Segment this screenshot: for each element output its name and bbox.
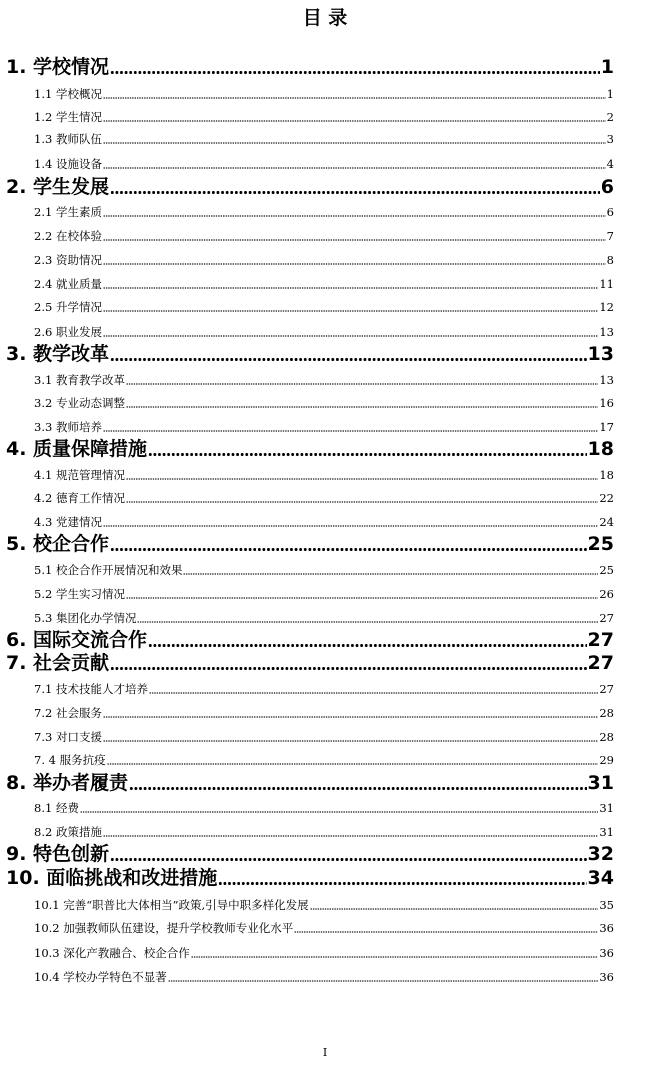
toc-entry-label: 10.1 完善“职普比大体相当”政策,引导中职多样化发展 <box>34 898 309 912</box>
toc-section-entry[interactable] <box>34 276 614 292</box>
toc-section-entry[interactable] <box>34 824 614 840</box>
toc-entry-label: 5. 校企合作 <box>6 533 110 555</box>
toc-entry-label: 2. 学生发展 <box>6 176 110 198</box>
toc-section-entry[interactable] <box>34 86 614 102</box>
toc-entry-page: 8 <box>606 253 614 267</box>
toc-dot-leader <box>126 501 598 503</box>
toc-section-entry[interactable] <box>34 228 614 244</box>
toc-entry-label: 1.1 学校概况 <box>34 87 102 101</box>
toc-entry-label: 1. 学校情况 <box>6 56 110 78</box>
toc-entry-label: 2.6 职业发展 <box>34 325 102 339</box>
toc-section-entry[interactable] <box>34 156 614 172</box>
page-number: I <box>322 1046 328 1059</box>
toc-section-entry[interactable] <box>34 897 614 913</box>
toc-dot-leader <box>148 643 586 648</box>
toc-entry-label: 7. 4 服务抗疫 <box>34 753 106 767</box>
toc-dot-leader <box>103 167 606 169</box>
toc-section-entry[interactable] <box>34 299 614 315</box>
toc-entry-label: 3.2 专业动态调整 <box>34 396 125 410</box>
toc-chapter-entry[interactable] <box>6 629 614 651</box>
toc-section-entry[interactable] <box>34 681 614 697</box>
toc-dot-leader <box>103 97 606 99</box>
toc-section-entry[interactable] <box>34 586 614 602</box>
toc-entry-page: 13 <box>599 325 614 339</box>
toc-entry-page: 18 <box>587 438 614 460</box>
toc-entry-label: 8. 举办者履责 <box>6 772 129 794</box>
toc-entry-page: 11 <box>599 277 614 291</box>
toc-dot-leader <box>110 547 586 552</box>
toc-entry-label: 10.3 深化产教融合、校企合作 <box>34 946 190 960</box>
toc-dot-leader <box>110 857 586 862</box>
toc-entry-page: 4 <box>606 157 614 171</box>
toc-dot-leader <box>103 335 598 337</box>
toc-entry-page: 36 <box>599 946 614 960</box>
toc-entry-page: 34 <box>587 867 614 889</box>
toc-entry-page: 3 <box>606 132 614 146</box>
toc-dot-leader <box>110 666 586 671</box>
toc-chapter-entry[interactable] <box>6 652 614 674</box>
toc-section-entry[interactable] <box>34 252 614 268</box>
toc-entry-label: 1.2 学生情况 <box>34 110 102 124</box>
toc-chapter-entry[interactable] <box>6 56 614 78</box>
toc-dot-leader <box>218 881 586 886</box>
toc-entry-label: 3.3 教师培养 <box>34 420 102 434</box>
toc-section-entry[interactable] <box>34 969 614 985</box>
toc-entry-label: 7.3 对口支援 <box>34 730 102 744</box>
toc-section-entry[interactable] <box>34 752 614 768</box>
toc-dot-leader <box>103 142 606 144</box>
toc-entry-label: 5.1 校企合作开展情况和效果 <box>34 563 183 577</box>
toc-entry-page: 12 <box>599 300 614 314</box>
toc-entry-label: 3.1 教育教学改革 <box>34 373 125 387</box>
toc-dot-leader <box>103 740 598 742</box>
toc-entry-page: 1 <box>606 87 614 101</box>
toc-entry-page: 32 <box>587 843 614 865</box>
toc-dot-leader <box>126 478 598 480</box>
toc-entry-label: 1.3 教师队伍 <box>34 132 102 146</box>
toc-section-entry[interactable] <box>34 562 614 578</box>
toc-section-entry[interactable] <box>34 610 614 626</box>
toc-entry-page: 36 <box>599 970 614 984</box>
toc-dot-leader <box>103 310 598 312</box>
toc-section-entry[interactable] <box>34 490 614 506</box>
toc-entry-page: 35 <box>599 898 614 912</box>
toc-entry-page: 1 <box>600 56 614 78</box>
toc-dot-leader <box>126 597 598 599</box>
toc-dot-leader <box>103 263 606 265</box>
toc-chapter-entry[interactable] <box>6 843 614 865</box>
toc-entry-page: 17 <box>599 420 614 434</box>
toc-entry-label: 8.2 政策措施 <box>34 825 102 839</box>
toc-section-entry[interactable] <box>34 705 614 721</box>
toc-entry-page: 18 <box>599 468 614 482</box>
toc-entry-page: 27 <box>599 611 614 625</box>
toc-entry-page: 13 <box>599 373 614 387</box>
toc-chapter-entry[interactable] <box>6 772 614 794</box>
toc-section-entry[interactable] <box>34 395 614 411</box>
toc-entry-label: 7.2 社会服务 <box>34 706 102 720</box>
toc-entry-page: 22 <box>599 491 614 505</box>
toc-entry-page: 36 <box>599 921 614 935</box>
toc-entry-page: 31 <box>599 801 614 815</box>
toc-entry-label: 4.2 德育工作情况 <box>34 491 125 505</box>
toc-section-entry[interactable] <box>34 729 614 745</box>
toc-dot-leader <box>137 621 598 623</box>
toc-dot-leader <box>103 716 598 718</box>
toc-entry-page: 31 <box>587 772 614 794</box>
toc-dot-leader <box>183 573 598 575</box>
toc-section-entry[interactable] <box>34 131 614 147</box>
toc-entry-page: 7 <box>606 229 614 243</box>
toc-dot-leader <box>107 763 599 765</box>
toc-chapter-entry[interactable] <box>6 176 614 198</box>
toc-entry-page: 27 <box>587 629 614 651</box>
toc-section-entry[interactable] <box>34 419 614 435</box>
toc-dot-leader <box>103 120 606 122</box>
toc-section-entry[interactable] <box>34 945 614 961</box>
toc-chapter-entry[interactable] <box>6 533 614 555</box>
toc-entry-page: 13 <box>587 343 614 365</box>
toc-entry-page: 28 <box>599 730 614 744</box>
toc-entry-label: 8.1 经费 <box>34 801 79 815</box>
toc-entry-label: 7.1 技术技能人才培养 <box>34 682 148 696</box>
toc-dot-leader <box>103 835 598 837</box>
toc-entry-page: 28 <box>599 706 614 720</box>
toc-entry-label: 2.4 就业质量 <box>34 277 102 291</box>
toc-chapter-entry[interactable] <box>6 343 614 365</box>
toc-entry-page: 16 <box>599 396 614 410</box>
toc-entry-label: 2.1 学生素质 <box>34 205 102 219</box>
toc-dot-leader <box>103 287 598 289</box>
toc-section-entry[interactable] <box>34 514 614 530</box>
toc-entry-page: 24 <box>599 515 614 529</box>
toc-entry-label: 3. 教学改革 <box>6 343 110 365</box>
toc-dot-leader <box>191 956 599 958</box>
toc-section-entry[interactable] <box>34 920 614 936</box>
toc-dot-leader <box>294 931 598 933</box>
toc-entry-page: 25 <box>587 533 614 555</box>
toc-entry-label: 2.3 资助情况 <box>34 253 102 267</box>
toc-entry-label: 4.3 党建情况 <box>34 515 102 529</box>
toc-dot-leader <box>103 215 606 217</box>
toc-section-entry[interactable] <box>34 800 614 816</box>
toc-entry-page: 6 <box>600 176 614 198</box>
toc-dot-leader <box>110 357 586 362</box>
toc-entry-label: 1.4 设施设备 <box>34 157 102 171</box>
toc-entry-label: 4. 质量保障措施 <box>6 438 148 460</box>
toc-dot-leader <box>148 452 586 457</box>
toc-entry-label: 10.4 学校办学特色不显著 <box>34 970 167 984</box>
toc-entry-label: 7. 社会贡献 <box>6 652 110 674</box>
toc-entry-page: 26 <box>599 587 614 601</box>
toc-dot-leader <box>110 190 600 195</box>
toc-dot-leader <box>149 692 598 694</box>
toc-chapter-entry[interactable] <box>6 438 614 460</box>
toc-entry-label: 2.2 在校体验 <box>34 229 102 243</box>
toc-dot-leader <box>103 525 598 527</box>
toc-entry-label: 5.2 学生实习情况 <box>34 587 125 601</box>
toc-entry-page: 31 <box>599 825 614 839</box>
toc-section-entry[interactable] <box>34 324 614 340</box>
toc-section-entry[interactable] <box>34 467 614 483</box>
toc-section-entry[interactable] <box>34 204 614 220</box>
toc-entry-label: 9. 特色创新 <box>6 843 110 865</box>
toc-entry-page: 6 <box>606 205 614 219</box>
toc-dot-leader <box>80 811 598 813</box>
toc-entry-label: 4.1 规范管理情况 <box>34 468 125 482</box>
toc-dot-leader <box>103 239 606 241</box>
toc-dot-leader <box>110 70 600 75</box>
toc-dot-leader <box>103 430 598 432</box>
toc-entry-label: 10. 面临挑战和改进措施 <box>6 867 218 889</box>
toc-dot-leader <box>126 383 598 385</box>
toc-entry-page: 2 <box>606 110 614 124</box>
page-title: 目 录 <box>302 7 348 29</box>
toc-section-entry[interactable] <box>34 109 614 125</box>
toc-entry-label: 10.2 加强教师队伍建设，提升学校教师专业化水平 <box>34 921 294 935</box>
toc-dot-leader <box>168 980 599 982</box>
toc-entry-page: 27 <box>599 682 614 696</box>
toc-entry-label: 5.3 集团化办学情况 <box>34 611 137 625</box>
toc-dot-leader <box>129 786 586 791</box>
toc-chapter-entry[interactable] <box>6 867 614 889</box>
toc-entry-page: 27 <box>587 652 614 674</box>
toc-entry-label: 2.5 升学情况 <box>34 300 102 314</box>
toc-section-entry[interactable] <box>34 372 614 388</box>
toc-entry-page: 29 <box>599 753 614 767</box>
toc-dot-leader <box>126 406 598 408</box>
toc-entry-page: 25 <box>599 563 614 577</box>
toc-dot-leader <box>310 908 599 910</box>
toc-entry-label: 6. 国际交流合作 <box>6 629 148 651</box>
